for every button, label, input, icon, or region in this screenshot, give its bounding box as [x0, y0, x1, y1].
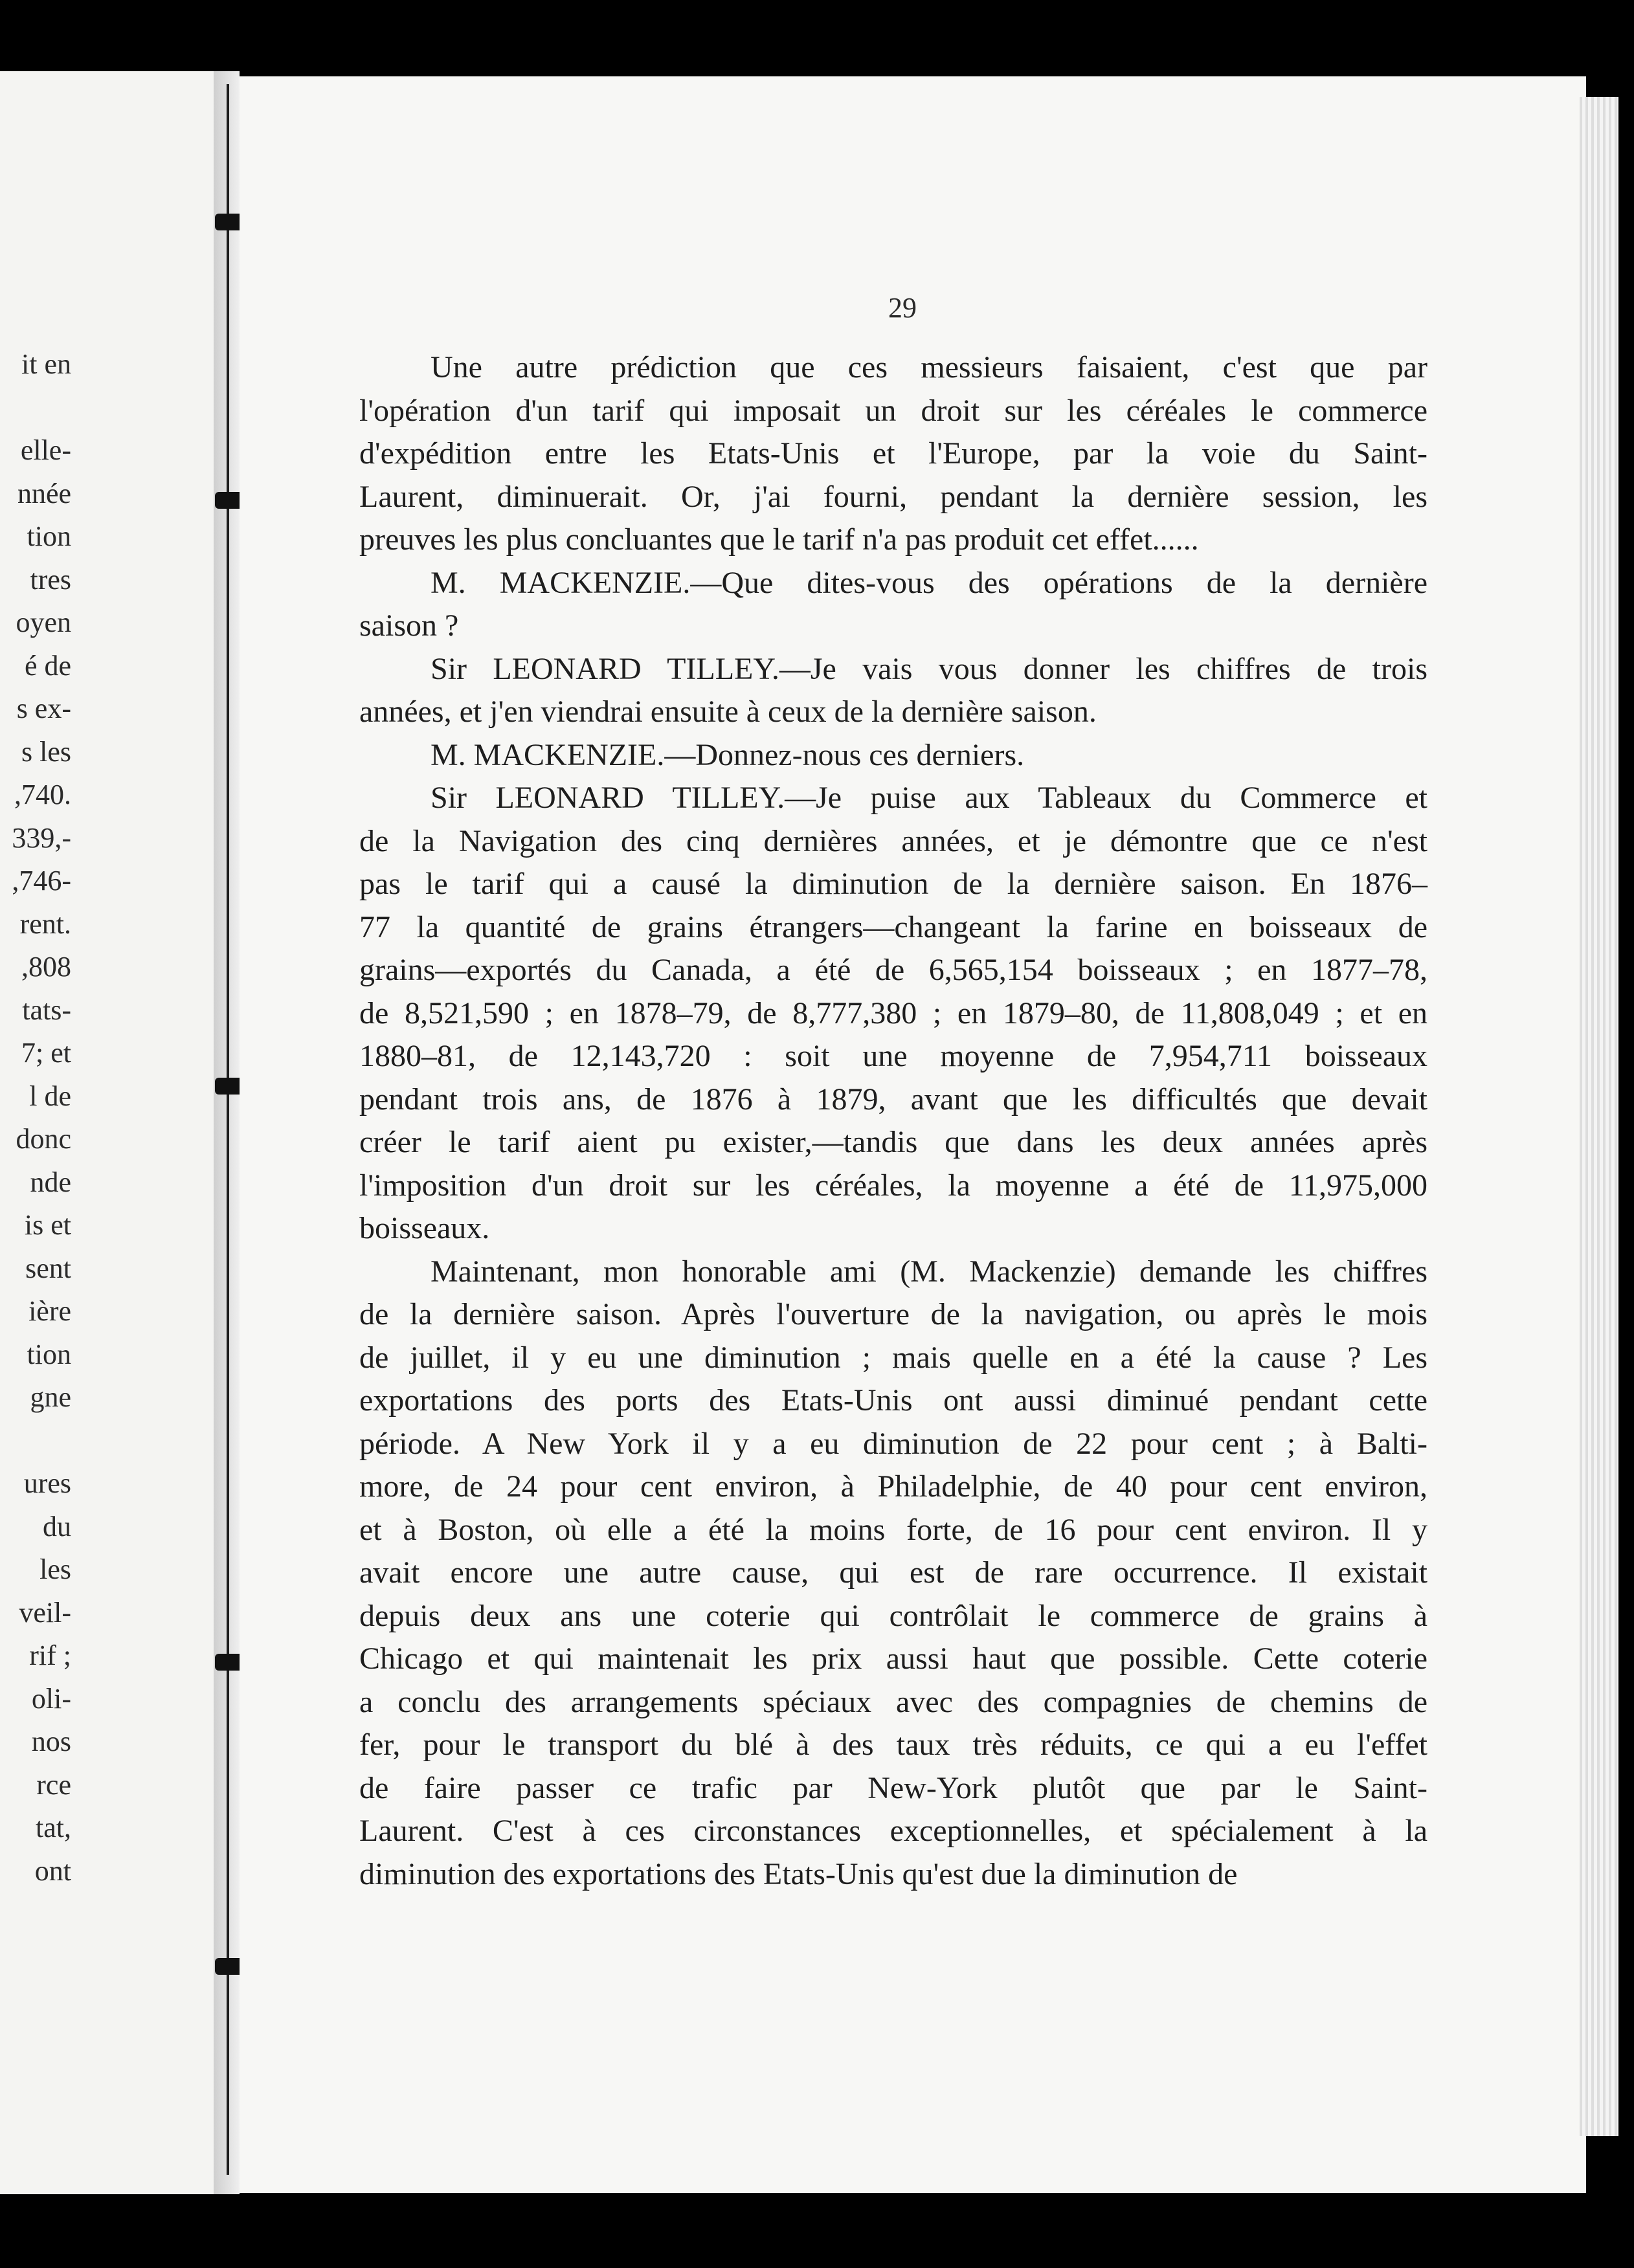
facing-page-line: s les — [21, 735, 71, 768]
text-line: M. MACKENZIE.—Que dites-vous des opérations de la dernière — [431, 565, 1427, 600]
facing-page-line: ,746- — [12, 865, 71, 896]
facing-page-line: ,808 — [21, 951, 71, 983]
text-line: de la Navigation des cinq dernières années, et je démontre que ce n'est — [359, 823, 1427, 858]
facing-page-line: donc — [16, 1123, 71, 1155]
text-line: fer, pour le transport du blé à des taux très réduits, ce qui a eu l'effet — [359, 1728, 1427, 1762]
facing-page-line: tat, — [36, 1812, 71, 1843]
text-line: M. MACKENZIE.—Donnez-nous ces derniers. — [431, 737, 1025, 772]
facing-page-line: 7; et — [21, 1037, 71, 1069]
facing-page-line: tion — [27, 520, 71, 552]
binding-thread — [227, 84, 229, 2175]
facing-page-line: 339,- — [12, 821, 71, 854]
facing-page-line: oli- — [31, 1682, 71, 1715]
facing-page-line: gne — [30, 1381, 71, 1413]
text-line: l'imposition d'un droit sur les céréales, la moyenne a été de 11,975,000 — [359, 1168, 1427, 1203]
page-body-text — [359, 346, 1427, 1896]
text-line: depuis deux ans une coterie qui contrôlait le commerce de grains à — [359, 1598, 1427, 1633]
page-number: 29 — [888, 292, 917, 324]
text-line: période. A New York il y a eu diminution de 22 pour cent ; à Balti- — [359, 1426, 1427, 1461]
paragraph — [359, 777, 1427, 1251]
facing-page-line — [0, 386, 71, 430]
facing-page-line: les — [39, 1553, 71, 1585]
text-line: avait encore une autre cause, qui est de rare occurrence. Il existait — [359, 1555, 1427, 1590]
paragraph — [359, 562, 1427, 648]
text-line: Laurent. C'est à ces circonstances exceptionnelles, et spécialement à la — [359, 1814, 1427, 1848]
text-line: pendant trois ans, de 1876 à 1879, avant que les difficultés que devait — [359, 1082, 1427, 1117]
text-line: saison ? — [359, 608, 459, 643]
paragraph — [359, 346, 1427, 562]
text-line: preuves les plus concluantes que le tarif n'a pas produit cet effet...... — [359, 522, 1199, 557]
text-line: 1880–81, de 12,143,720 : soit une moyenne de 7,954,711 boisseaux — [359, 1039, 1427, 1073]
facing-page-line: é de — [24, 649, 71, 682]
text-line: de la dernière saison. Après l'ouverture de la navigation, ou après le mois — [359, 1297, 1427, 1331]
text-line: Une autre prédiction que ces messieurs faisaient, c'est que par — [431, 350, 1427, 384]
text-line: et à Boston, où elle a été la moins forte, de 16 pour cent environ. Il y — [359, 1512, 1427, 1547]
facing-page-line: l de — [29, 1080, 71, 1112]
facing-page-text-fragments — [0, 343, 71, 1893]
facing-page-line: ,740. — [14, 779, 71, 810]
text-line: boisseaux. — [359, 1211, 490, 1245]
facing-page-line: tres — [30, 563, 71, 595]
facing-page-line: elle- — [20, 434, 71, 466]
text-line: créer le tarif aient pu exister,—tandis que dans les deux années après — [359, 1125, 1427, 1159]
facing-page-line: sent — [25, 1252, 71, 1284]
text-line: 77 la quantité de grains étrangers—changeant la farine en boisseaux de — [359, 909, 1427, 944]
text-line: de 8,521,590 ; en 1878–79, de 8,777,380 ; en 1879–80, de 11,808,049 ; et en — [359, 995, 1427, 1030]
paragraph — [359, 1251, 1427, 1896]
text-line: exportations des ports des Etats-Unis ont aussi diminué pendant cette — [359, 1383, 1427, 1418]
text-line: l'opération d'un tarif qui imposait un droit sur les céréales le commerce — [359, 393, 1427, 428]
text-line: Chicago et qui maintenait les prix aussi haut que possible. Cette coterie — [359, 1641, 1427, 1676]
paragraph — [359, 734, 1427, 777]
facing-page-line: is et — [24, 1209, 71, 1241]
facing-page-line: du — [43, 1510, 71, 1542]
text-line: diminution des exportations des Etats-Unis qu'est due la diminution de — [359, 1856, 1238, 1891]
facing-page-line: nnée — [17, 477, 71, 509]
text-line: Sir LEONARD TILLEY.—Je puise aux Tableaux du Commerce et — [431, 781, 1427, 815]
facing-page-line: nos — [31, 1726, 71, 1757]
facing-page-line: it en — [21, 348, 71, 380]
facing-page-line: rif ; — [29, 1640, 71, 1671]
facing-page-line — [0, 1419, 71, 1463]
text-line: Laurent, diminuerait. Or, j'ai fourni, pendant la dernière session, les — [359, 479, 1427, 514]
text-line: more, de 24 pour cent environ, à Philadelphie, de 40 pour cent environ, — [359, 1469, 1427, 1504]
paragraph — [359, 648, 1427, 734]
facing-page-line: tats- — [22, 994, 71, 1026]
facing-page-line: ures — [23, 1467, 71, 1499]
facing-page-line: s ex- — [16, 693, 71, 724]
facing-page-line: rent. — [19, 907, 71, 940]
text-line: a conclu des arrangements spéciaux avec des compagnies de chemins de — [359, 1684, 1427, 1719]
text-line: grains—exportés du Canada, a été de 6,565,154 boisseaux ; en 1877–78, — [359, 953, 1427, 987]
text-line: d'expédition entre les Etats-Unis et l'Europe, par la voie du Saint- — [359, 436, 1427, 471]
facing-page-line: oyen — [16, 606, 71, 638]
text-line: de faire passer ce trafic par New-York plutôt que par le Saint- — [359, 1770, 1427, 1805]
text-line: Maintenant, mon honorable ami (M. Mackenzie) demande les chiffres — [431, 1254, 1427, 1289]
page-edges — [1580, 97, 1618, 2136]
text-line: de juillet, il y eu une diminution ; mais quelle en a été la cause ? Les — [359, 1340, 1427, 1375]
text-line: pas le tarif qui a causé la diminution de la dernière saison. En 1876– — [359, 867, 1427, 901]
facing-page-line: tion — [27, 1338, 71, 1370]
facing-page-line: ière — [28, 1295, 71, 1327]
facing-page-line: ont — [34, 1854, 71, 1887]
text-line: années, et j'en viendrai ensuite à ceux de la dernière saison. — [359, 695, 1097, 729]
facing-page-line: nde — [30, 1166, 71, 1198]
facing-page-line: rce — [36, 1768, 71, 1801]
text-line: Sir LEONARD TILLEY.—Je vais vous donner les chiffres de trois — [431, 651, 1427, 686]
facing-page-line: veil- — [19, 1596, 71, 1629]
